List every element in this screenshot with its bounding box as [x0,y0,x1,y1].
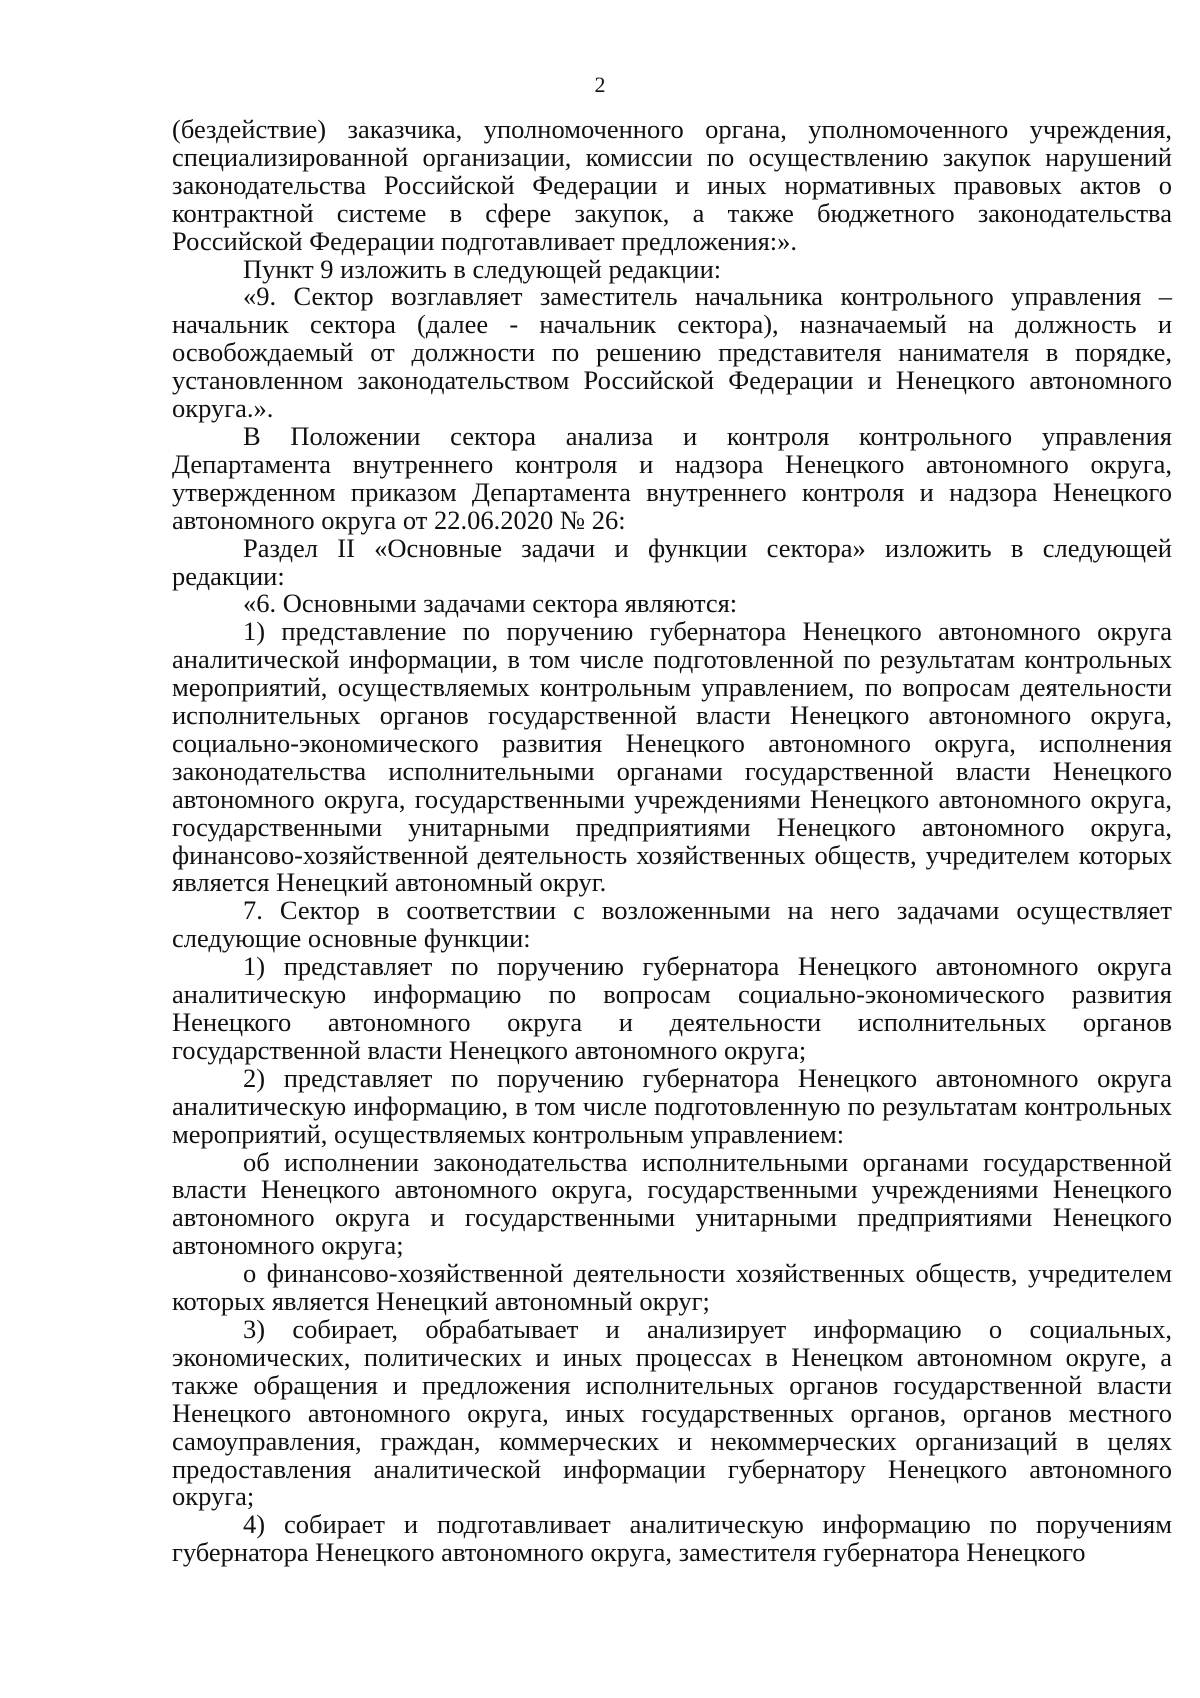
paragraph: 1) представляет по поручению губернатора Ненецкого автономного округа аналитическую информацию по вопросам социально-экономического развития Ненецкого автономного округа и деятельности исполнительных органов государственной власти Ненецкого автономного округа; [172,951,1172,1065]
paragraph: об исполнении законодательства исполнительными органами государственной власти Ненецкого автономного округа, государственными учреждениями Ненецкого автономного округа и государственными унитарными предприятиями Ненецкого автономного округа; [172,1146,1172,1261]
paragraph: 3) собирает, обрабатывает и анализирует информацию о социальных, экономических, политических и иных процессах в Ненецком автономном округе, а также обращения и предложения исполнительных органов государственной власти Ненецкого автономного округа, иных государственных органов, органов местного самоуправления, граждан, коммерческих и некоммерческих организаций в целях предоставления аналитической информации губернатору Ненецкого автономного округа; [172,1313,1172,1512]
paragraph: 2) представляет по поручению губернатора Ненецкого автономного округа аналитическую информацию, в том числе подготовленную по результатам контрольных мероприятий, осуществляемых контрольным управлением: [172,1062,1172,1149]
document-body [172,116,1172,1567]
paragraph: Раздел II «Основные задачи и функции сектора» изложить в следующей редакции: [172,532,1172,591]
paragraph: 7. Сектор в соответствии с возложенными на него задачами осуществляет следующие основные функции: [172,895,1172,954]
paragraph: Пункт 9 изложить в следующей редакции: [243,253,722,284]
paragraph: «6. Основными задачами сектора являются: [243,588,738,619]
paragraph: 1) представление по поручению губернатора Ненецкого автономного округа аналитической информации, в том числе подготовленной по результатам контрольных мероприятий, осуществляемых контрольным управлением, по вопросам деятельности исполнительных органов государственной власти Ненецкого автономного округа, социально-экономического развития Ненецкого автономного округа, исполнения законодательства исполнительными органами государственной власти Ненецкого автономного округа, государственными учреждениями Ненецкого автономного округа, государственными унитарными предприятиями Ненецкого автономного округа, финансово-хозяйственной деятельность хозяйственных обществ, учредителем которых является Ненецкий автономный округ. [172,616,1172,898]
page-number: 2 [594,72,606,97]
paragraph: «9. Сектор возглавляет заместитель начальника контрольного управления – начальник сектора (далее - начальник сектора), назначаемый на должность и освобождаемый от должности по решению представителя нанимателя в порядке, установленном законодательством Российской Федерации и Ненецкого автономного округа.». [172,281,1172,424]
paragraph: В Положении сектора анализа и контроля контрольного управления Департамента внутреннего контроля и надзора Ненецкого автономного округа, утвержденном приказом Департамента внутреннего контроля и надзора Ненецкого автономного округа от 22.06.2020 № 26: [172,420,1172,535]
paragraph: (бездействие) заказчика, уполномоченного органа, уполномоченного учреждения, специализированной организации, комиссии по осуществлению закупок нарушений законодательства Российской Федерации и иных нормативных правовых актов о контрактной системе в сфере закупок, а также бюджетного законодательства Российской Федерации подготавливает предложения:». [172,114,1172,256]
paragraph: о финансово-хозяйственной деятельности хозяйственных обществ, учредителем которых является Ненецкий автономный округ; [172,1258,1172,1317]
paragraph: 4) собирает и подготавливает аналитическую информацию по поручениям губернатора Ненецкого автономного округа, заместителя губернатора Ненецкого [172,1509,1172,1568]
